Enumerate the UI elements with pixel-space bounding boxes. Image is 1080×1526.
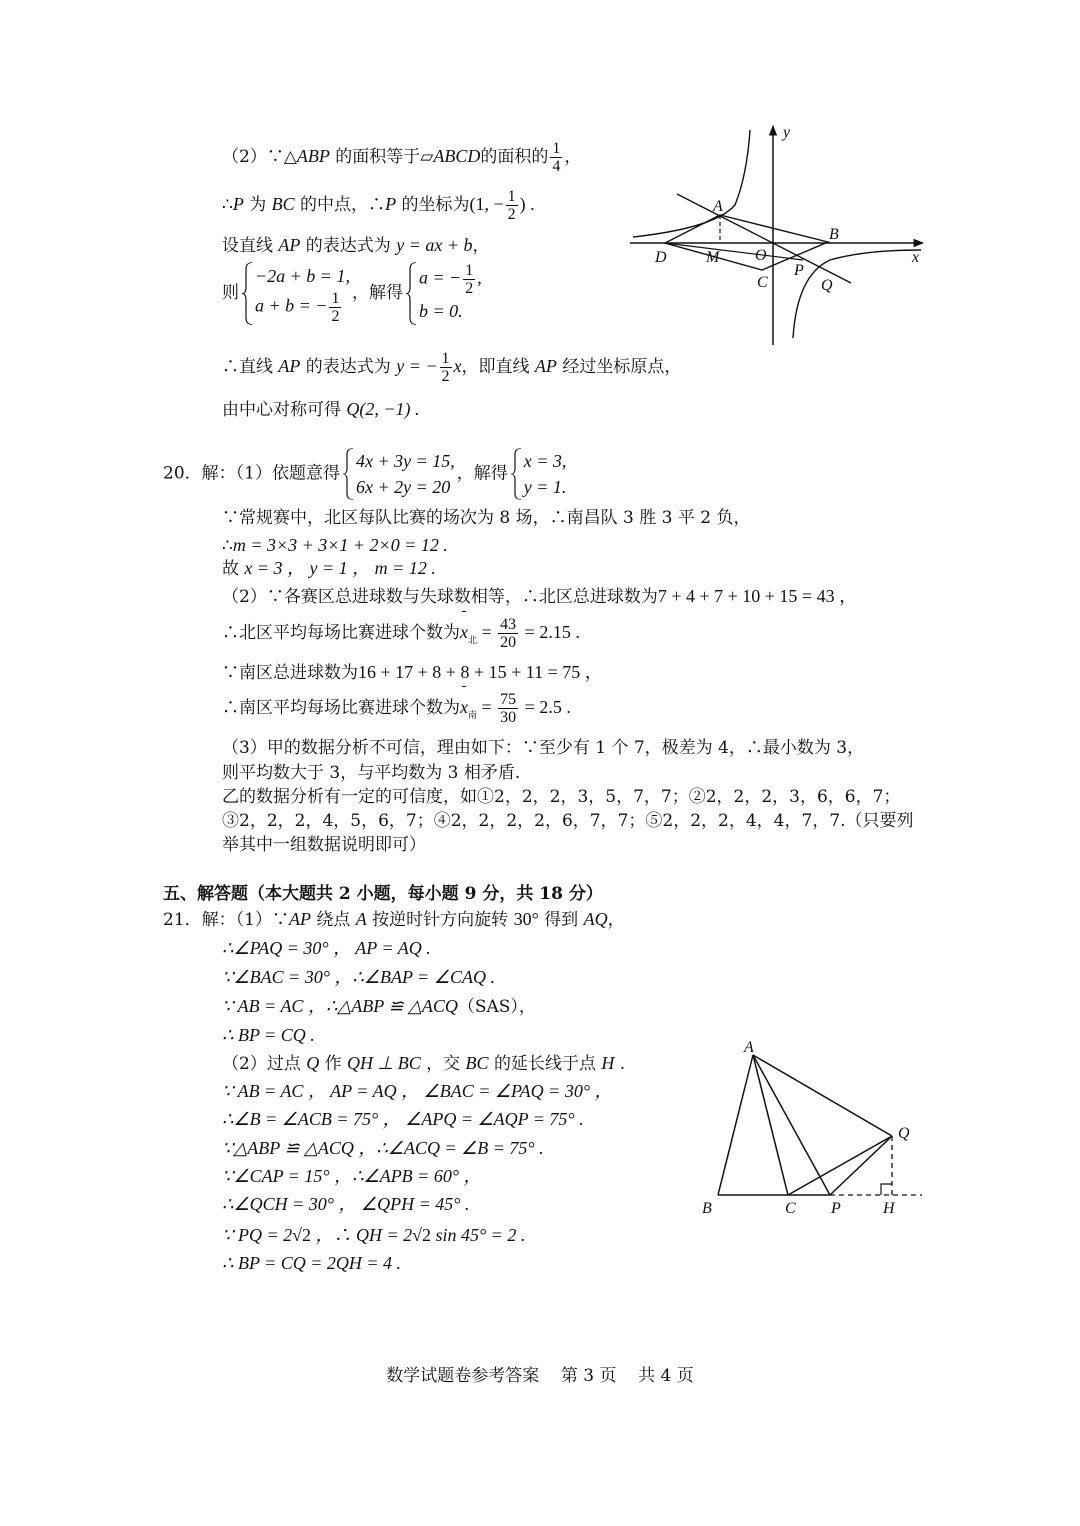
equation-row: 6x + 2y = 20 [355,477,451,497]
label-P: P [794,262,804,279]
numerator: 75 [500,691,517,708]
fraction [440,350,452,385]
mean-symbol: x [460,612,468,652]
math: ∵ PQ = 2 [222,1225,293,1245]
numerator: 1 [507,188,516,205]
fraction [498,616,518,651]
math: BC [465,1053,489,1073]
text: ∴ [222,195,233,215]
denominator: 4 [552,158,561,175]
label-H: H [883,1200,895,1217]
math: QH ⊥ BC [347,1053,421,1073]
math: AP [278,356,301,376]
label-M: M [706,249,720,266]
label-Q: Q [821,277,833,294]
q19-line-1 [222,140,581,175]
text: 21．解：（1）∵ [163,910,289,930]
math: (1, − [469,194,504,214]
text: 20．解：（1）依题意得 [163,463,340,484]
left-brace-icon [342,448,354,500]
numerator: 1 [465,262,474,279]
fraction [463,262,475,297]
q21-line-7: ∵ AB = AC ， AP = AQ ， ∠BAC = ∠PAQ = 30° ， [222,1081,613,1101]
text: ， [607,910,625,930]
math: , [477,267,482,288]
q21-line-4 [222,995,536,1018]
q20-line-2: ∵常规赛中，北区每队比赛的场次为 8 场，∴南昌队 3 胜 3 平 2 负， [222,508,751,528]
text: 的面积等于 [329,147,421,167]
section-heading: 五、解答题（本大题共 2 小题，每小题 9 分，共 18 分） [163,884,603,904]
label-C: C [757,274,768,291]
equation-system [342,448,455,500]
math: y = ax + b [396,235,473,255]
math: ，∴ QH = 2 [310,1225,413,1245]
q21-line-11: ∴∠QCH = 30° ， ∠QPH = 45° . [222,1194,470,1214]
label-O: O [755,247,767,264]
text: 作 [319,1054,348,1074]
label-y: y [783,124,791,141]
text: 绕点 [310,910,356,930]
q20-line-3 [222,534,448,557]
equation-row: 4x + 3y = 15, [355,451,455,471]
math: AP [534,356,557,376]
q20-line-4 [222,557,436,580]
math: a = − [418,267,462,288]
text: 的中点，∴ [294,195,386,215]
left-brace-icon [510,448,522,500]
fraction [550,140,562,175]
text: 的面积的 [480,147,549,167]
subscript: 南 [468,711,478,721]
numerator: 1 [331,290,340,307]
label-C: C [785,1200,796,1217]
segment-AQ [753,1055,892,1136]
q21-line-2: ∴∠PAQ = 30° ， AP = AQ . [222,938,431,958]
text: ，解得 [456,463,508,484]
fraction [329,290,341,325]
text: 则 [222,283,239,303]
text: （2）∵△ [222,147,297,167]
segment-DP [665,243,803,260]
q21-line-12 [222,1224,525,1246]
subscript: 北 [468,636,478,646]
q20-line-5 [222,585,857,608]
text: ， [472,236,490,256]
label-B: B [702,1200,712,1217]
sqrt: √2 [412,1225,432,1245]
figure-coordinate-diagram [625,120,925,350]
denominator: 2 [507,206,516,223]
q21-line-10: ∵∠CAP = 15° ，∴∠APB = 60° ， [222,1166,482,1186]
math: BC [271,194,295,214]
denominator: 20 [500,634,517,651]
numerator: 1 [552,140,561,157]
figure-triangle-diagram [690,1035,930,1225]
math: P [385,194,397,214]
denominator: 2 [441,368,450,385]
text: 的坐标为 [396,195,470,215]
text: （SAS）， [457,997,536,1017]
q21-line-6 [222,1052,625,1075]
math: AP [278,235,301,255]
denominator: 2 [331,308,340,325]
math: = [477,697,497,717]
math: A [355,909,367,929]
text: ∵南区总进球数为 [222,663,358,683]
sqrt: √2 [292,1225,311,1245]
q20-line-13: 举其中一组数据说明即可） [222,835,426,855]
q20-line-6 [222,612,580,661]
q21-line-9: ∵△ABP ≌ △ACQ ，∴∠ACQ = ∠B = 75° . [222,1138,544,1158]
text: 经过坐标原点， [556,357,682,377]
math: a + b = − [255,295,328,316]
q19-line-2 [222,188,535,223]
denominator: 30 [500,709,517,726]
segment-AC [753,1055,788,1195]
equation-system [510,448,567,500]
q20-line-10: 则平均数大于 3，与平均数为 3 相矛盾. [222,763,521,783]
text: ∴北区平均每场比赛进球个数为 [222,623,460,643]
q20-line-7 [222,661,603,684]
math: Q(2, −1) . [346,399,420,419]
text: 的延长线于点 [488,1054,602,1074]
q20-line-11: 乙的数据分析有一定的可信度，如①2，2，2，3，5，7，7；②2，2，2，3，6，6，7； [222,787,901,807]
q21-line-13: ∴ BP = CQ = 2QH = 4 . [222,1253,402,1273]
math: sin 45° = 2 . [431,1225,526,1245]
denominator: 2 [465,280,474,297]
math: H [601,1053,615,1073]
text: ， [564,147,582,167]
text: ，解得 [351,283,403,303]
math: = [477,622,497,642]
q19-line-3 [222,234,490,257]
math: Q [306,1053,320,1073]
text: （2）过点 [222,1054,307,1074]
equation-system [241,262,350,325]
parallelogram-symbol: ▱ [420,147,434,167]
text: 的表达式为 [300,357,397,377]
label-P: P [831,1200,841,1217]
math: = 2.5 . [520,697,571,717]
label-D: D [655,249,667,266]
segment-AB [718,1055,753,1195]
math: x = 3 ， y = 1 ， m = 12 . [244,558,436,578]
q21-line-1 [163,908,625,931]
math: AP [288,909,311,929]
fraction [498,691,518,726]
equation-row [419,262,482,297]
text: 由中心对称可得 [222,400,347,420]
text: 按逆时针方向旋转 [366,910,514,930]
numerator: 43 [500,616,517,633]
equation-row: b = 0. [418,301,463,321]
math: ABP [296,146,330,166]
math: 7 + 4 + 7 + 10 + 15 = 43 ， [657,586,858,606]
math: ∵ AB = AC ，∴△ABP ≌ △ACQ [222,996,458,1016]
equation-system [405,262,482,325]
q19-line-6 [222,398,420,421]
equation-row: −2a + b = 1, [255,266,350,286]
text: 设直线 [222,236,279,256]
math: AQ [583,909,608,929]
left-brace-icon [241,262,253,325]
q21-line-3: ∵∠BAC = 30° ，∴∠BAP = ∠CAQ . [222,967,495,987]
math: P [232,194,244,214]
page-footer: 数学试题卷参考答案 第 3 页 共 4 页 [386,1366,694,1386]
math: ) . [519,194,535,214]
q19-line-4 [222,262,484,325]
math: = 2.15 . [520,622,580,642]
text: （2）∵各赛区总进球数与失球数相等，∴北区总进球数为 [222,587,658,607]
text: ，即直线 [461,357,535,377]
mean-symbol: x [460,687,468,727]
math: ABCD [433,146,481,166]
text: 得到 [538,910,584,930]
q21-line-5: ∴ BP = CQ . [222,1025,315,1045]
numerator: 1 [441,350,450,367]
q21-line-8: ∴∠B = ∠ACB = 75° ， ∠APQ = ∠AQP = 75° . [222,1109,584,1129]
text: 故 [222,559,245,579]
label-x: x [912,249,920,266]
label-Q: Q [898,1125,910,1142]
equation-row: x = 3, [523,451,567,471]
text: ∴直线 [222,357,279,377]
text: . [614,1054,626,1074]
q20-line-12: ③2，2，2，4，5，6，7；④2，2，2，2，6，7，7；⑤2，2，2，4，4，7，7.（只要列 [222,811,914,831]
right-angle-mark [881,1184,892,1195]
q20-line-1 [163,448,568,500]
hyperbola-upper-left [633,130,750,237]
label-A: A [713,198,723,215]
segment-AP [753,1055,830,1195]
math: x [453,356,462,376]
equation-row: y = 1. [523,477,567,497]
fraction [506,188,518,223]
text: ∴ [222,536,233,556]
text: ，交 [420,1054,466,1074]
equation-row [255,290,350,325]
label-A: A [744,1039,754,1056]
label-B: B [829,226,839,243]
left-brace-icon [405,262,417,325]
math: 30° [513,909,539,929]
q19-line-5 [222,350,681,385]
q20-line-8 [222,687,571,736]
text: ∴南区平均每场比赛进球个数为 [222,698,460,718]
math: m = 3×3 + 3×1 + 2×0 = 12 . [232,535,448,555]
q20-line-9: （3）甲的数据分析不可信，理由如下：∵至少有 1 个 7，极差为 4，∴最小数为 3， [222,738,865,758]
text: 的表达式为 [300,236,397,256]
math: 16 + 17 + 8 + 8 + 15 + 11 = 75 ， [358,662,603,682]
text: 为 [243,195,272,215]
math: y = − [396,356,438,376]
